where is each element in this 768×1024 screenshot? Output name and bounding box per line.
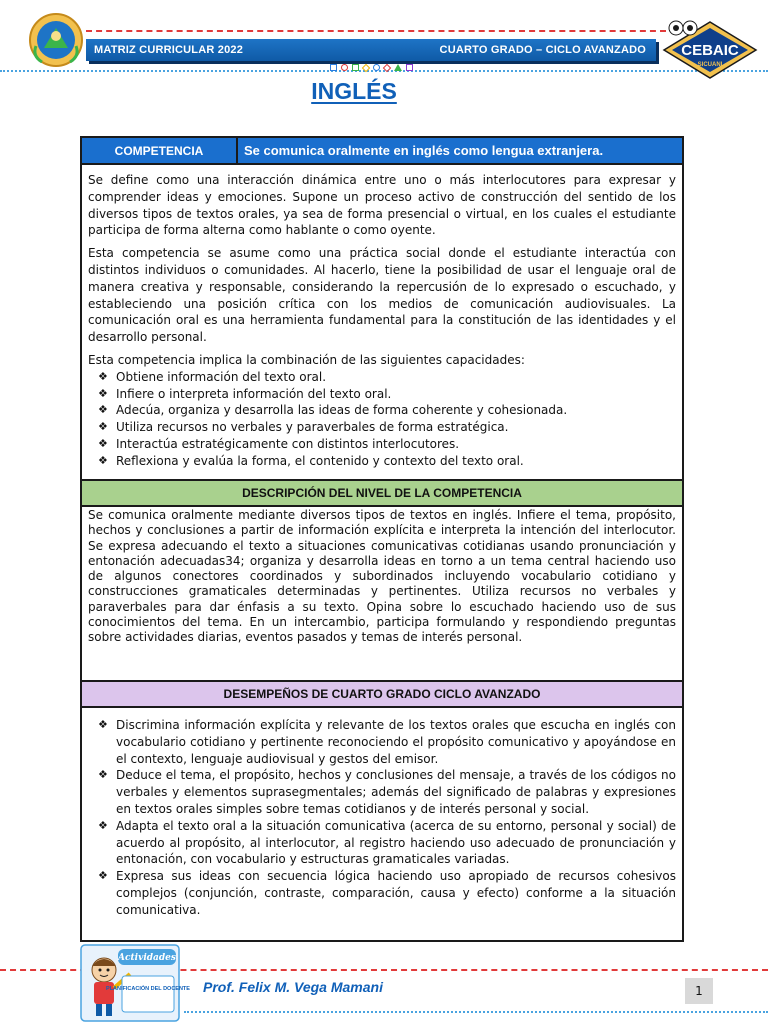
activities-badge-illustration bbox=[80, 944, 190, 1022]
bullet-diamond-icon: ❖ bbox=[98, 869, 108, 883]
square-shape-icon bbox=[352, 64, 359, 71]
performance-list bbox=[88, 717, 676, 919]
intro-paragraph-3: Esta competencia implica la combinación de las siguientes capacidades: bbox=[88, 352, 525, 367]
header-left-label: MATRIZ CURRICULAR 2022 bbox=[94, 44, 244, 56]
activities-badge-title: Actividades bbox=[118, 953, 176, 963]
performance-list-block bbox=[88, 717, 676, 919]
level-description bbox=[88, 508, 676, 646]
capacities-list bbox=[88, 369, 676, 470]
page-title: INGLÉS bbox=[311, 78, 397, 104]
bullet-diamond-icon: ❖ bbox=[98, 369, 108, 383]
diamond-shape-icon bbox=[383, 64, 391, 72]
list-item: ❖ Adapta el texto oral a la situación comunicativa (acerca de su entorno, personal y social) de acuerdo al propósito, al interlocutor, al registro haciendo uso adecuado de pronunciación y entonación, con vocabulario y estructuras gramaticales variadas. bbox=[98, 818, 676, 867]
decorative-shapes bbox=[330, 64, 413, 71]
bullet-diamond-icon: ❖ bbox=[98, 453, 108, 467]
bullet-diamond-icon: ❖ bbox=[98, 420, 108, 434]
intro-paragraph-2: Esta competencia se asume como una práctica social donde el estudiante interactúa con distintos individuos o comunidades. Al hacerlo, tiene la posibilidad de usar el lenguaje oral de manera creativa y responsable, considerando la repercusión de lo expresado o escuchado, y estableciendo una posición crítica con los medios de comunicación audiovisuales. La comunicación oral es una herramienta fundamental para la constitución de las identidades y el desarrollo personal. bbox=[88, 246, 676, 345]
header-red-dashed-line bbox=[86, 30, 666, 32]
competency-description bbox=[88, 172, 676, 470]
author-name: Prof. Felix M. Vega Mamani bbox=[203, 979, 383, 995]
circle-shape-icon bbox=[373, 64, 380, 71]
list-item: ❖ Deduce el tema, el propósito, hechos y conclusiones del mensaje, a través de los códigos no verbales y elementos suprasegmentales; además del significado de palabras y expresiones en textos orales simples sobre temas cotidianos y de interés personal y social. bbox=[98, 768, 676, 816]
competency-name: Se comunica oralmente en inglés como lengua extranjera. bbox=[238, 138, 682, 163]
bullet-diamond-icon: ❖ bbox=[98, 386, 108, 400]
competency-table bbox=[80, 136, 684, 942]
bullet-diamond-icon: ❖ bbox=[98, 718, 108, 731]
list-item: ❖ Reflexiona y evalúa la forma, el contenido y contexto del texto oral. bbox=[98, 453, 524, 468]
list-item: ❖ Discrimina información explícita y relevante de los textos orales que escucha en inglés con vocabulario cotidiano y pertinente reconociendo el propósito comunicativo y apoyándose en el contexto, lenguaje audiovisual y gestos del emisor. bbox=[98, 718, 676, 766]
square-shape-icon bbox=[330, 64, 337, 71]
header-banner bbox=[86, 39, 656, 61]
cebaic-logo bbox=[660, 16, 760, 80]
bullet-diamond-icon: ❖ bbox=[98, 818, 108, 832]
bullet-diamond-icon: ❖ bbox=[98, 768, 108, 782]
header-right-label: CUARTO GRADO – CICLO AVANZADO bbox=[439, 44, 646, 56]
competency-row bbox=[82, 138, 682, 165]
list-item: ❖ Expresa sus ideas con secuencia lógica haciendo uso apropiado de recursos cohesivos complejos (conjunción, contraste, comparación, causa y efecto) conforme a la situación comunicativa. bbox=[98, 869, 676, 917]
performance-heading: DESEMPEÑOS DE CUARTO GRADO CICLO AVANZADO bbox=[82, 680, 682, 708]
intro-paragraph-1: Se define como una interacción dinámica entre uno o más interlocutores para expresar y comprender ideas y emociones. Supone un proceso activo de construcción del sentido de los diversos tipos de textos orales, ya sea de forma presencial o virtual, en los cuales el estudiante participa de forma alterna como hablante o como oyente. bbox=[88, 173, 676, 238]
list-item: ❖ Interactúa estratégicamente con distintos interlocutores. bbox=[98, 436, 460, 451]
list-item: ❖ Adecúa, organiza y desarrolla las ideas de forma coherente y cohesionada. bbox=[98, 403, 568, 418]
footer-blue-dotted-line bbox=[184, 1011, 768, 1013]
school-crest-logo bbox=[28, 12, 84, 68]
list-item: ❖ Utiliza recursos no verbales y paraverbales de forma estratégica. bbox=[98, 420, 509, 435]
square-shape-icon bbox=[406, 64, 413, 71]
page-number: 1 bbox=[685, 978, 713, 1004]
list-item: ❖ Infiere o interpreta información del texto oral. bbox=[98, 386, 392, 401]
bullet-diamond-icon: ❖ bbox=[98, 436, 108, 450]
cebaic-logo-text: CEBAIC bbox=[681, 42, 739, 59]
bullet-diamond-icon: ❖ bbox=[98, 403, 108, 417]
cebaic-logo-subtext: SICUANI bbox=[697, 62, 723, 68]
activities-badge-caption: PLANIFICACIÓN DEL DOCENTE bbox=[106, 986, 190, 992]
level-description-text: Se comunica oralmente mediante diversos tipos de textos en inglés. Infiere el tema, propósito, hechos y conclusiones a partir de información explícita e interpreta la intención del interlocutor. Se expresa adecuando el texto a situaciones comunicativas cotidianas usando pronunciación y entonación adecuadas34; organiza y desarrolla ideas en torno a un tema central haciendo uso de algunos conectores coordinados y subordinados incluyendo vocabulario cotidiano y construcciones gramaticales determinadas y pertinentes. Utiliza recursos no verbales y paraverbales para dar énfasis a su texto. Opina sobre lo escuchado haciendo uso de sus conocimientos del tema. En un intercambio, participa formulando y respondiendo preguntas sobre actividades diarias, eventos pasados y temas de interés personal. bbox=[88, 508, 676, 645]
list-item: ❖ Obtiene información del texto oral. bbox=[98, 369, 327, 384]
level-description-heading: DESCRIPCIÓN DEL NIVEL DE LA COMPETENCIA bbox=[82, 479, 682, 507]
competency-label: COMPETENCIA bbox=[82, 138, 238, 163]
triangle-shape-icon bbox=[394, 64, 402, 71]
circle-shape-icon bbox=[341, 64, 348, 71]
diamond-shape-icon bbox=[362, 64, 370, 72]
